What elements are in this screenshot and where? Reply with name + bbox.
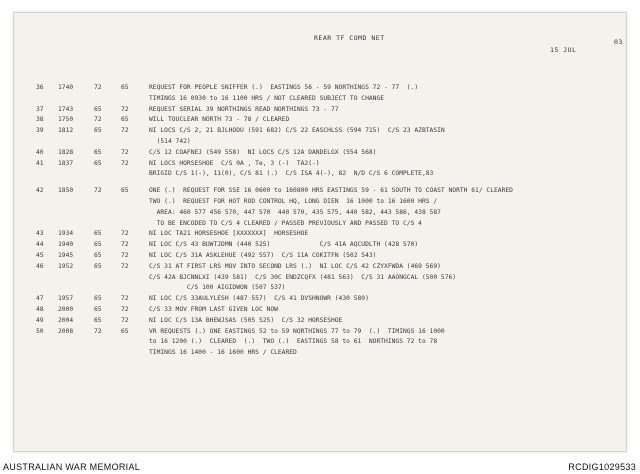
- log-entry-continuation: [36, 219, 616, 230]
- entry-to: 72: [121, 230, 129, 238]
- entry-text: C/S 31 AT FIRST LRS MOV INTO SECOND LRS (.) NI LOC C/S 42 CZYXFWDA (469 569): [149, 262, 441, 270]
- entry-from: 72: [94, 327, 102, 335]
- entry-serial: 47: [36, 295, 44, 303]
- entry-serial: 50: [36, 327, 44, 335]
- signal-log: [36, 83, 616, 359]
- entry-to: [121, 169, 149, 180]
- entry-from: [94, 94, 121, 105]
- entry-text: AREA: 460 577 456 570, 447 570 440 570, 435 575, 440 582, 443 586, 438 587: [149, 208, 441, 216]
- entry-from: 65: [94, 241, 102, 249]
- log-entry: [36, 305, 616, 316]
- entry-serial: 42: [36, 187, 44, 195]
- entry-to: [121, 137, 149, 148]
- entry-serial: 46: [36, 262, 44, 270]
- log-entry: [36, 126, 616, 137]
- log-entry: [36, 148, 616, 159]
- entry-time: [58, 337, 94, 348]
- entry-to: 72: [121, 148, 129, 156]
- entry-time: 1934: [58, 230, 74, 238]
- entry-text: REQUEST SERIAL 39 NORTHINGS READ NORTHINGS 73 - 77: [149, 105, 339, 113]
- entry-serial: 37: [36, 105, 44, 113]
- entry-to: 72: [121, 262, 129, 270]
- entry-text: ONE (.) REQUEST FOR SSE 16 0600 to 160800 HRS EASTINGS 59 - 61 SOUTH TO COAST NORTH 61/ CLEARED: [149, 187, 513, 195]
- entry-time: [58, 273, 94, 284]
- entry-to: 65: [121, 116, 129, 124]
- entry-text: TO BE ENCODED TO C/S 4 CLEARED / PASSED PREVIOUSLY AND PASSED TO C/S 4: [149, 219, 422, 227]
- log-entry: [36, 327, 616, 338]
- page-number: 03: [614, 38, 623, 46]
- entry-to: 72: [121, 159, 129, 167]
- entry-serial: [36, 94, 58, 105]
- entry-text: NI LOCS HORSESHOE C/S 0A , Te, 3 (-) TA2(-): [149, 159, 320, 167]
- entry-time: 1837: [58, 159, 74, 167]
- entry-to: [121, 219, 149, 230]
- entry-time: 1952: [58, 262, 74, 270]
- entry-from: [94, 348, 121, 359]
- entry-time: [58, 348, 94, 359]
- entry-to: [121, 94, 149, 105]
- entry-serial: 43: [36, 230, 44, 238]
- entry-to: 72: [121, 305, 129, 313]
- entry-from: 65: [94, 305, 102, 313]
- entry-to: 72: [121, 251, 129, 259]
- log-entry-continuation: [36, 283, 616, 294]
- entry-text: (514 742): [149, 137, 191, 145]
- entry-text: TIMINGS 16 0930 to 16 1100 HRS / NOT CLEARED SUBJECT TO CHANGE: [149, 94, 385, 102]
- entry-from: 65: [94, 148, 102, 156]
- entry-serial: 41: [36, 159, 44, 167]
- entry-time: 1750: [58, 116, 74, 124]
- log-entry-continuation: [36, 169, 616, 180]
- entry-time: 1940: [58, 241, 74, 249]
- entry-time: [58, 219, 94, 230]
- entry-text: C/S 12 COAFNEJ (549 558) NI LOCS C/S 12A DANDELGX (554 568): [149, 148, 377, 156]
- entry-time: 2008: [58, 327, 74, 335]
- entry-from: 72: [94, 187, 102, 195]
- entry-from: [94, 169, 121, 180]
- entry-time: [58, 169, 94, 180]
- log-entry: [36, 316, 616, 327]
- entry-serial: [36, 283, 58, 294]
- entry-text: C/S 42A BJCNNLXI (439 581) C/S 30C ENDZCQFX (481 563) C/S 31 AAONGCAL (500 576): [149, 273, 457, 281]
- entry-serial: [36, 197, 58, 208]
- entry-time: [58, 197, 94, 208]
- entry-serial: [36, 337, 58, 348]
- log-entry: [36, 159, 616, 170]
- entry-time: [58, 137, 94, 148]
- footer-record-id: RCDIG1029533: [568, 462, 636, 472]
- entry-text: REQUEST FOR PEOPLE SNIFFER (.) EASTINGS 56 - 59 NORTHINGS 72 - 77 (.): [149, 84, 419, 91]
- entry-from: [94, 283, 121, 294]
- entry-serial: 36: [36, 84, 44, 91]
- entry-from: 65: [94, 251, 102, 259]
- entry-to: 65: [121, 187, 129, 195]
- entry-from: [94, 137, 121, 148]
- entry-text: NI LOC C/S 33AULYLESH (487 557) C/S 41 DVSHNOWR (430 580): [149, 295, 369, 303]
- entry-time: 1812: [58, 127, 74, 135]
- entry-text: C/S 100 AIGIDWON (507 537): [149, 284, 286, 292]
- entry-to: [121, 273, 149, 284]
- log-entry: [36, 83, 616, 94]
- entry-text: NI LOC C/S 43 BUWTJDMN (440 525) C/S 41A AQCUDLTH (428 570): [149, 241, 419, 249]
- entry-serial: 49: [36, 316, 44, 324]
- entry-text: to 16 1200 (.) CLEARED (.) TWO (.) EASTINGS 58 to 61 NORTHINGS 72 to 78: [149, 338, 438, 346]
- document-title: REAR TF COMD NET: [314, 34, 385, 42]
- log-entry-continuation: [36, 337, 616, 348]
- log-entry: [36, 229, 616, 240]
- log-entry: [36, 115, 616, 126]
- entry-to: 65: [121, 84, 129, 91]
- entry-serial: [36, 208, 58, 219]
- entry-time: 1957: [58, 295, 74, 303]
- entry-text: TIMINGS 16 1400 - 16 1600 HRS / CLEARED: [149, 349, 297, 357]
- entry-to: [121, 197, 149, 208]
- entry-time: 2004: [58, 316, 74, 324]
- entry-text: WILL TOUCLEAR NORTH 73 - 78 / CLEARED: [149, 116, 290, 124]
- entry-to: [121, 348, 149, 359]
- entry-from: [94, 219, 121, 230]
- entry-serial: 40: [36, 148, 44, 156]
- log-entry: [36, 186, 616, 197]
- entry-to: [121, 208, 149, 219]
- entry-from: 72: [94, 116, 102, 124]
- entry-text: BRIGID C/S 1(-), 11(0), C/S 81 (.) C/S ISA 4(-), 82 N/D C/S 6 COMPLETE,83: [149, 170, 434, 178]
- entry-from: 65: [94, 295, 102, 303]
- entry-from: 65: [94, 105, 102, 113]
- entry-to: 72: [121, 316, 129, 324]
- log-entry-continuation: [36, 197, 616, 208]
- document-date: 15 JUL: [550, 46, 577, 54]
- log-entry-continuation: [36, 348, 616, 359]
- entry-to: 72: [121, 295, 129, 303]
- entry-serial: 45: [36, 251, 44, 259]
- entry-serial: 44: [36, 241, 44, 249]
- entry-from: 65: [94, 262, 102, 270]
- log-entry: [36, 240, 616, 251]
- log-entry-continuation: [36, 208, 616, 219]
- entry-from: [94, 208, 121, 219]
- entry-serial: [36, 273, 58, 284]
- entry-to: 72: [121, 127, 129, 135]
- entry-text: NI LOC C/S 13A BHEWJSAS (505 525) C/S 32 HORSESHOE: [149, 316, 343, 324]
- document-page: [13, 12, 627, 452]
- entry-to: 72: [121, 105, 129, 113]
- footer-archive-name: AUSTRALIAN WAR MEMORIAL: [3, 462, 141, 472]
- entry-text: NI LOC TA21 HORSESHOE [XXXXXXX] HORSESHOE: [149, 230, 309, 238]
- entry-time: 1850: [58, 187, 74, 195]
- entry-serial: 39: [36, 127, 44, 135]
- entry-time: 2000: [58, 305, 74, 313]
- entry-serial: [36, 219, 58, 230]
- log-entry: [36, 262, 616, 273]
- entry-from: 65: [94, 127, 102, 135]
- entry-serial: 38: [36, 116, 44, 124]
- entry-time: 1828: [58, 148, 74, 156]
- entry-text: VR REQUESTS (.) ONE EASTINGS 52 to 59 NORTHINGS 77 to 79 (.) TIMINGS 16 1000: [149, 327, 445, 335]
- entry-serial: [36, 137, 58, 148]
- entry-to: [121, 283, 149, 294]
- entry-to: 72: [121, 241, 129, 249]
- entry-from: 65: [94, 230, 102, 238]
- entry-serial: [36, 169, 58, 180]
- entry-serial: [36, 348, 58, 359]
- log-entry-continuation: [36, 137, 616, 148]
- entry-text: NI LOC C/S 31A ASKLEHUE (492 557) C/S 11A COKITFN (502 543): [149, 251, 377, 259]
- log-entry: [36, 251, 616, 262]
- entry-from: [94, 197, 121, 208]
- log-entry: [36, 105, 616, 116]
- entry-text: C/S 33 MOV FROM LAST GIVEN LOC NOW: [149, 305, 278, 313]
- entry-from: [94, 337, 121, 348]
- entry-time: 1740: [58, 84, 74, 91]
- entry-time: [58, 283, 94, 294]
- log-entry-continuation: [36, 94, 616, 105]
- entry-time: [58, 94, 94, 105]
- entry-from: 65: [94, 316, 102, 324]
- entry-to: 65: [121, 327, 129, 335]
- entry-from: [94, 273, 121, 284]
- entry-from: 72: [94, 84, 102, 91]
- entry-to: [121, 337, 149, 348]
- log-entry-continuation: [36, 273, 616, 284]
- entry-serial: 48: [36, 305, 44, 313]
- entry-from: 65: [94, 159, 102, 167]
- entry-time: 1743: [58, 105, 74, 113]
- log-entry: [36, 294, 616, 305]
- entry-time: 1945: [58, 251, 74, 259]
- entry-text: TWO (.) REQUEST FOR HOT ROD CONTROL HQ, LONG DIEN 16 1000 to 16 1600 HRS /: [149, 197, 438, 205]
- entry-time: [58, 208, 94, 219]
- entry-text: NI LOCS C/S 2, 21 BJLHODU (591 682) C/S 22 EASCHLSS (594 715) C/S 23 AZBTASIN: [149, 127, 445, 135]
